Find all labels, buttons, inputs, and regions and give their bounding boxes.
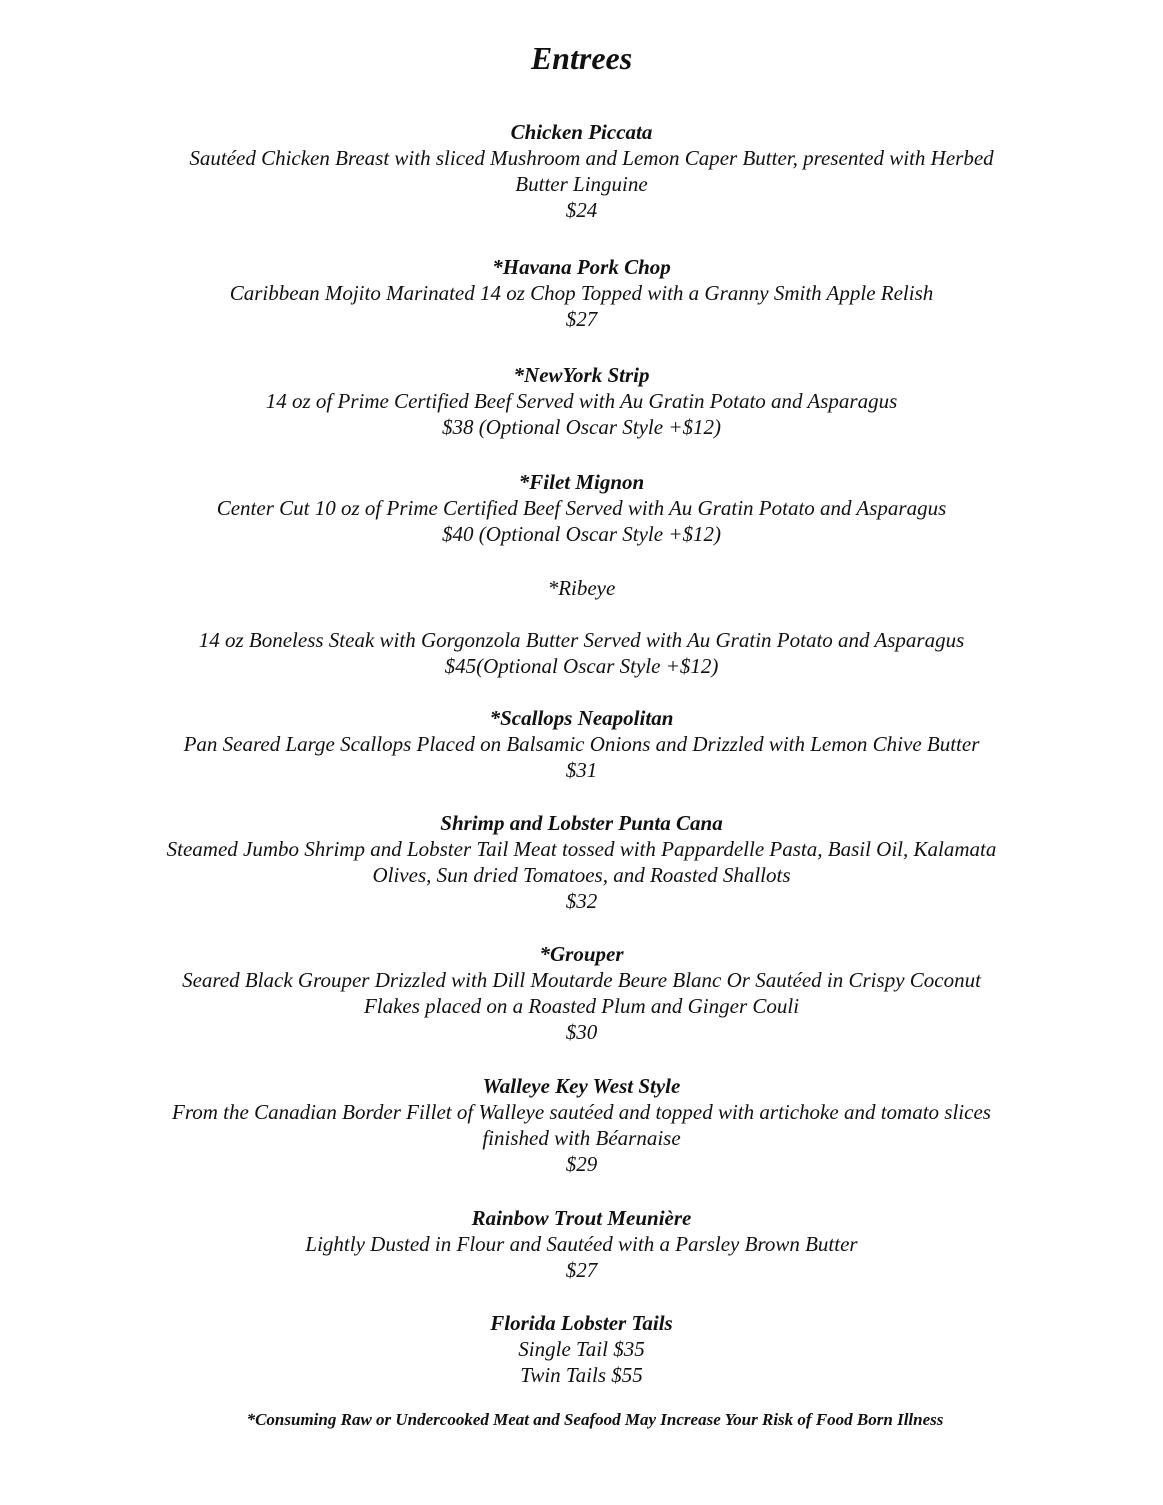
- menu-item-description: Center Cut 10 oz of Prime Certified Beef Served with Au Gratin Potato and Asparagus: [216, 496, 947, 520]
- menu-item-description: Caribbean Mojito Marinated 14 oz Chop Topped with a Granny Smith Apple Relish: [229, 281, 934, 305]
- menu-item-chicken-piccata: [0, 119, 1163, 223]
- menu-item-filet-mignon: [0, 469, 1163, 547]
- menu-item-price: $27: [565, 1258, 598, 1282]
- menu-item-description: Olives, Sun dried Tomatoes, and Roasted Shallots: [372, 863, 791, 887]
- food-safety-footnote: *Consuming Raw or Undercooked Meat and Seafood May Increase Your Risk of Food Born Illness: [246, 1410, 944, 1429]
- menu-item-name: Shrimp and Lobster Punta Cana: [440, 811, 723, 835]
- menu-item-price: $30: [565, 1020, 598, 1044]
- menu-item-rainbow-trout: [0, 1205, 1163, 1283]
- menu-item-price: $38 (Optional Oscar Style +$12): [442, 415, 721, 439]
- menu-item-name: Florida Lobster Tails: [490, 1311, 673, 1335]
- menu-item-description: Butter Linguine: [515, 172, 648, 196]
- menu-item-description: 14 oz of Prime Certified Beef Served with Au Gratin Potato and Asparagus: [265, 389, 898, 413]
- menu-item-price: $45(Optional Oscar Style +$12): [444, 654, 719, 678]
- menu-item-walleye-key-west: [0, 1073, 1163, 1177]
- menu-item-price: $32: [565, 889, 598, 913]
- menu-item-name: *Scallops Neapolitan: [489, 706, 674, 730]
- menu-item-name: Walleye Key West Style: [482, 1074, 681, 1098]
- menu-item-grouper: [0, 941, 1163, 1045]
- menu-item-price: $24: [565, 198, 598, 222]
- menu-item-name: *Filet Mignon: [518, 470, 645, 494]
- menu-item-name: *Ribeye: [547, 576, 616, 600]
- menu-item-price: $29: [565, 1152, 598, 1176]
- menu-item-description: finished with Béarnaise: [482, 1126, 681, 1150]
- menu-item-description: From the Canadian Border Fillet of Walleye sautéed and topped with artichoke and tomato slices: [172, 1100, 991, 1124]
- menu-item-ribeye: [0, 575, 1163, 679]
- menu-item-description: Steamed Jumbo Shrimp and Lobster Tail Meat tossed with Pappardelle Pasta, Basil Oil, Kalamata: [166, 837, 997, 861]
- menu-item-havana-pork-chop: [0, 254, 1163, 332]
- menu-item-price: $27: [565, 307, 598, 331]
- menu-item-description: Flakes placed on a Roasted Plum and Ginger Couli: [363, 994, 800, 1018]
- menu-item-description: Lightly Dusted in Flour and Sautéed with a Parsley Brown Butter: [305, 1232, 858, 1256]
- menu-item-florida-lobster-tails: [0, 1310, 1163, 1388]
- menu-item-name: *NewYork Strip: [513, 363, 650, 387]
- menu-item-price: $31: [565, 758, 598, 782]
- menu-item-price: Single Tail $35: [518, 1337, 645, 1361]
- menu-item-price: Twin Tails $55: [520, 1363, 643, 1387]
- menu-item-description: Seared Black Grouper Drizzled with Dill Moutarde Beure Blanc Or Sautéed in Crispy Coconut: [182, 968, 981, 992]
- menu-item-name: *Grouper: [539, 942, 624, 966]
- menu-item-new-york-strip: [0, 362, 1163, 440]
- menu-item-name: Rainbow Trout Meunière: [471, 1206, 692, 1230]
- menu-item-description: 14 oz Boneless Steak with Gorgonzola Butter Served with Au Gratin Potato and Asparagus: [198, 628, 965, 652]
- menu-item-price: $40 (Optional Oscar Style +$12): [442, 522, 721, 546]
- menu-item-scallops-neapolitan: [0, 705, 1163, 783]
- menu-item-name: *Havana Pork Chop: [492, 255, 671, 279]
- menu-item-description: Pan Seared Large Scallops Placed on Balsamic Onions and Drizzled with Lemon Chive Butter: [183, 732, 980, 756]
- menu-item-shrimp-lobster-punta-cana: [0, 810, 1163, 914]
- page-title: Entrees: [530, 40, 633, 76]
- menu-item-description: Sautéed Chicken Breast with sliced Mushroom and Lemon Caper Butter, presented with Herbed: [189, 146, 994, 170]
- menu-item-name: Chicken Piccata: [510, 120, 653, 144]
